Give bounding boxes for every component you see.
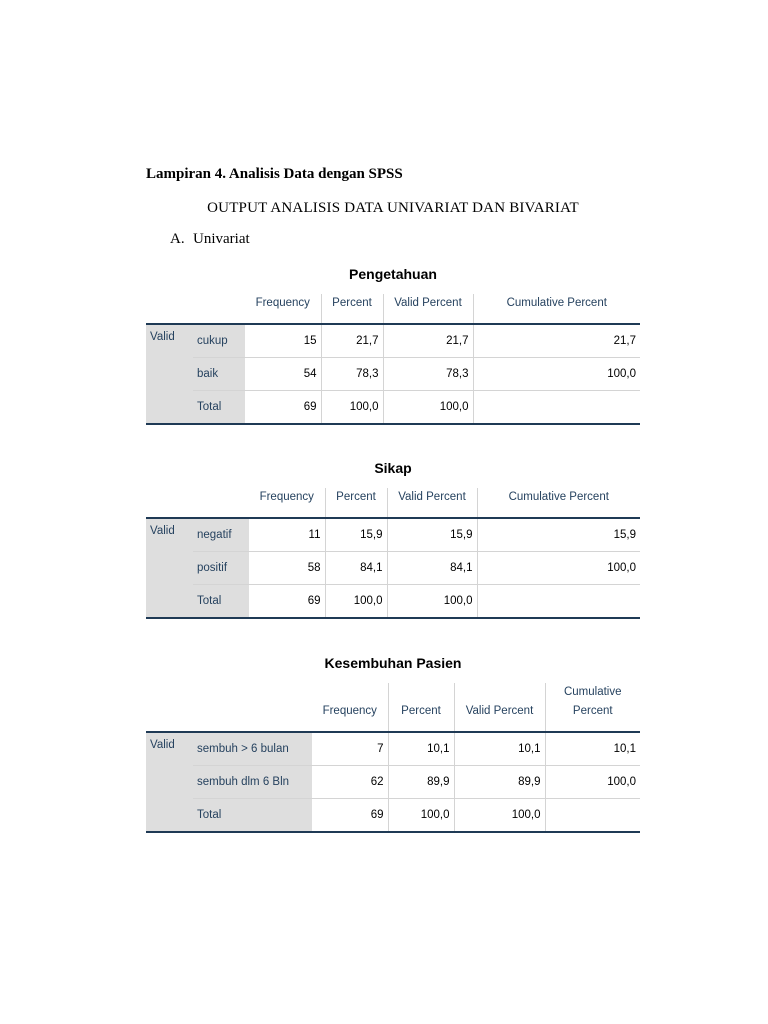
cell-frequency: 54 <box>245 358 321 391</box>
cell-percent: 89,9 <box>388 766 454 799</box>
group-label: Valid <box>146 732 193 832</box>
section-label: Univariat <box>193 231 250 247</box>
cell-percent: 15,9 <box>325 518 387 552</box>
row-label: sembuh > 6 bulan <box>193 732 312 766</box>
cell-cumulative-percent: 21,7 <box>473 324 640 358</box>
table-title: Kesembuhan Pasien <box>324 655 462 671</box>
cell-valid-percent: 100,0 <box>383 391 473 425</box>
header-spacer <box>146 683 312 732</box>
cell-cumulative-percent <box>545 799 640 833</box>
table-row <box>146 766 640 799</box>
table-title: Sikap <box>374 460 412 476</box>
table-row-total <box>146 799 640 833</box>
cell-valid-percent: 100,0 <box>387 585 477 619</box>
cell-valid-percent: 21,7 <box>383 324 473 358</box>
cell-valid-percent: 84,1 <box>387 552 477 585</box>
table-row-total <box>146 585 640 619</box>
cell-percent: 21,7 <box>321 324 383 358</box>
header-cumulative-percent: Cumulative Percent <box>473 294 640 324</box>
header-frequency: Frequency <box>245 294 321 324</box>
header-percent: Percent <box>388 683 454 732</box>
cell-percent: 84,1 <box>325 552 387 585</box>
header-spacer <box>146 488 249 518</box>
group-label: Valid <box>146 518 193 618</box>
cell-valid-percent: 100,0 <box>454 799 545 833</box>
section-number: A. <box>170 231 185 247</box>
row-label: baik <box>193 358 245 391</box>
cell-percent: 78,3 <box>321 358 383 391</box>
table-row <box>146 518 640 552</box>
row-label: Total <box>193 391 245 425</box>
frequency-table <box>146 294 640 425</box>
table-header-row <box>146 488 640 518</box>
cell-percent: 100,0 <box>321 391 383 425</box>
table-header-row <box>146 294 640 324</box>
cell-cumulative-percent <box>477 585 640 619</box>
table-row <box>146 358 640 391</box>
cell-frequency: 58 <box>249 552 325 585</box>
table-row <box>146 324 640 358</box>
row-label: negatif <box>193 518 249 552</box>
cell-valid-percent: 10,1 <box>454 732 545 766</box>
cell-cumulative-percent: 100,0 <box>545 766 640 799</box>
cell-frequency: 7 <box>312 732 388 766</box>
header-frequency: Frequency <box>249 488 325 518</box>
cell-frequency: 62 <box>312 766 388 799</box>
header-frequency: Frequency <box>312 683 388 732</box>
cell-cumulative-percent <box>473 391 640 425</box>
frequency-table <box>146 488 640 619</box>
section-heading <box>170 231 250 248</box>
row-label: cukup <box>193 324 245 358</box>
cell-percent: 100,0 <box>325 585 387 619</box>
frequency-table <box>146 683 640 833</box>
row-label: Total <box>193 799 312 833</box>
table-header-row <box>146 683 640 732</box>
header-valid-percent: Valid Percent <box>383 294 473 324</box>
table-row <box>146 552 640 585</box>
cell-cumulative-percent: 100,0 <box>473 358 640 391</box>
table-row <box>146 732 640 766</box>
group-label: Valid <box>146 324 193 424</box>
cell-valid-percent: 89,9 <box>454 766 545 799</box>
cell-cumulative-percent: 10,1 <box>545 732 640 766</box>
cell-frequency: 15 <box>245 324 321 358</box>
header-cumulative-percent: Cumulative Percent <box>545 683 640 732</box>
cell-frequency: 11 <box>249 518 325 552</box>
document-heading: Lampiran 4. Analisis Data dengan SPSS <box>146 166 403 182</box>
header-cumulative-percent: Cumulative Percent <box>477 488 640 518</box>
cell-percent: 100,0 <box>388 799 454 833</box>
row-label: sembuh dlm 6 Bln <box>193 766 312 799</box>
cell-frequency: 69 <box>245 391 321 425</box>
row-label: Total <box>193 585 249 619</box>
cell-cumulative-percent: 15,9 <box>477 518 640 552</box>
table-title: Pengetahuan <box>349 266 437 282</box>
cell-percent: 10,1 <box>388 732 454 766</box>
header-percent: Percent <box>325 488 387 518</box>
cell-cumulative-percent: 100,0 <box>477 552 640 585</box>
table-row-total <box>146 391 640 425</box>
cell-frequency: 69 <box>312 799 388 833</box>
cell-frequency: 69 <box>249 585 325 619</box>
header-percent: Percent <box>321 294 383 324</box>
cell-valid-percent: 78,3 <box>383 358 473 391</box>
row-label: positif <box>193 552 249 585</box>
document-subheading: OUTPUT ANALISIS DATA UNIVARIAT DAN BIVARIAT <box>207 200 579 216</box>
header-spacer <box>146 294 245 324</box>
cell-valid-percent: 15,9 <box>387 518 477 552</box>
header-valid-percent: Valid Percent <box>454 683 545 732</box>
header-valid-percent: Valid Percent <box>387 488 477 518</box>
